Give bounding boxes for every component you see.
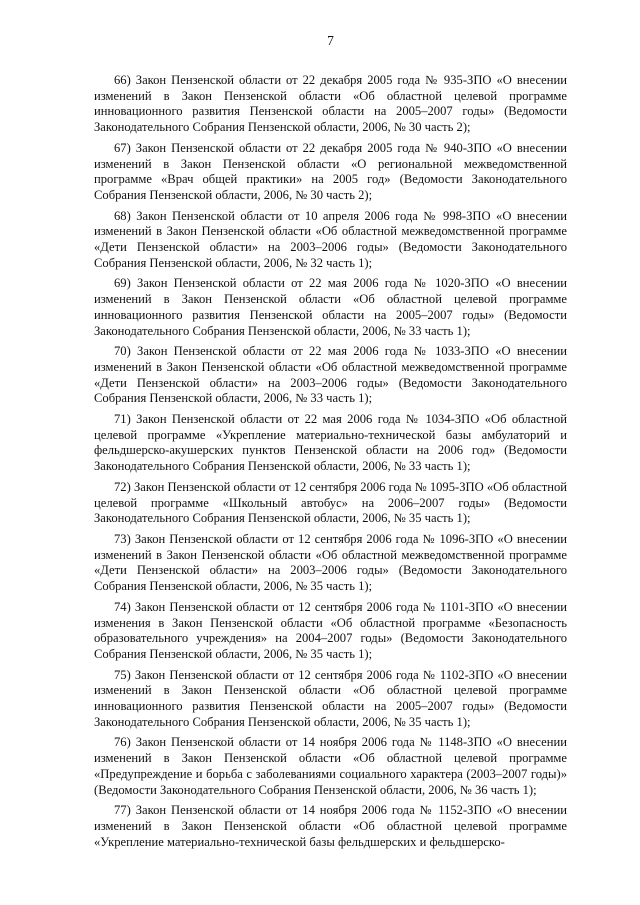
list-item: 75) Закон Пензенской области от 12 сентября 2006 года № 1102-ЗПО «О внесении изменений в Закон Пензенской области «Об областной целевой программе инновационного развития Пензенской области на 2005–2007 годы» (Ведомости Законодательного Собрания Пензенской области, 2006, № 35 часть 1); <box>94 667 567 729</box>
list-item: 76) Закон Пензенской области от 14 ноября 2006 года № 1148-ЗПО «О внесении изменений в Закон Пензенской области «Об областной целевой программе «Предупреждение и борьба с заболеваниями социального характера (2003–2007 годы)» (Ведомости Законодательного Собрания Пензенской области, 2006, № 36 часть 1); <box>94 735 567 797</box>
list-item: 74) Закон Пензенской области от 12 сентября 2006 года № 1101-ЗПО «О внесении изменения в Закон Пензенской области «Об областной программе «Безопасность образовательного учреждения» на 2004–2007 годы» (Ведомости Законодательного Собрания Пензенской области, 2006, № 35 часть 1); <box>94 599 567 661</box>
list-item: 69) Закон Пензенской области от 22 мая 2006 года № 1020-ЗПО «О внесении изменений в Закон Пензенской области «Об областной целевой программе инновационного развития Пензенской области на 2005–2007 годы» (Ведомости Законодательного Собрания Пензенской области, 2006, № 33 часть 1); <box>94 276 567 338</box>
list-item: 66) Закон Пензенской области от 22 декабря 2005 года № 935-ЗПО «О внесении изменений в Закон Пензенской области «Об областной целевой программе инновационного развития Пензенской области на 2005–2007 годы» (Ведомости Законодательного Собрания Пензенской области, 2006, № 30 часть 2); <box>94 73 567 135</box>
list-item: 73) Закон Пензенской области от 12 сентября 2006 года № 1096-ЗПО «О внесении изменений в Закон Пензенской области «Об областной межведомственной программе «Дети Пензенской области» на 2003–2006 годы» (Ведомости Законодательного Собрания Пензенской области, 2006, № 35 часть 1); <box>94 531 567 594</box>
page-number: 7 <box>327 33 334 48</box>
law-list <box>94 73 567 855</box>
list-item: 68) Закон Пензенской области от 10 апреля 2006 года № 998-ЗПО «О внесении изменений в Закон Пензенской области «Об областной межведомственной программе «Дети Пензенской области» на 2003–2006 годы» (Ведомости Законодательного Собрания Пензенской области, 2006, № 32 часть 1); <box>94 208 567 270</box>
list-item: 77) Закон Пензенской области от 14 ноября 2006 года № 1152-ЗПО «О внесении изменений в Закон Пензенской области «Об областной целевой программе «Укрепление материально-технической базы фельдшерских и фельдшерско- <box>94 803 567 849</box>
list-item: 70) Закон Пензенской области от 22 мая 2006 года № 1033-ЗПО «О внесении изменений в Закон Пензенской области «Об областной межведомственной программе «Дети Пензенской области» на 2003–2006 годы» (Ведомости Законодательного Собрания Пензенской области, 2006, № 33 часть 1); <box>94 344 567 406</box>
list-item: 71) Закон Пензенской области от 22 мая 2006 года № 1034-ЗПО «Об областной целевой программе «Укрепление материально-технической базы амбулаторий и фельдшерско-акушерских пунктов Пензенской области на 2006 год» (Ведомости Законодательного Собрания Пензенской области, 2006, № 33 часть 1); <box>94 412 567 474</box>
list-item: 72) Закон Пензенской области от 12 сентября 2006 года № 1095-ЗПО «Об областной целевой программе «Школьный автобус» на 2006–2007 годы» (Ведомости Законодательного Собрания Пензенской области, 2006, № 35 часть 1); <box>94 479 567 526</box>
list-item: 67) Закон Пензенской области от 22 декабря 2005 года № 940-ЗПО «О внесении изменений в Закон Пензенской области «О региональной межведомственной программе «Врач общей практики» на 2005 год» (Ведомости Законодательного Собрания Пензенской области, 2006, № 30 часть 2); <box>94 140 567 202</box>
